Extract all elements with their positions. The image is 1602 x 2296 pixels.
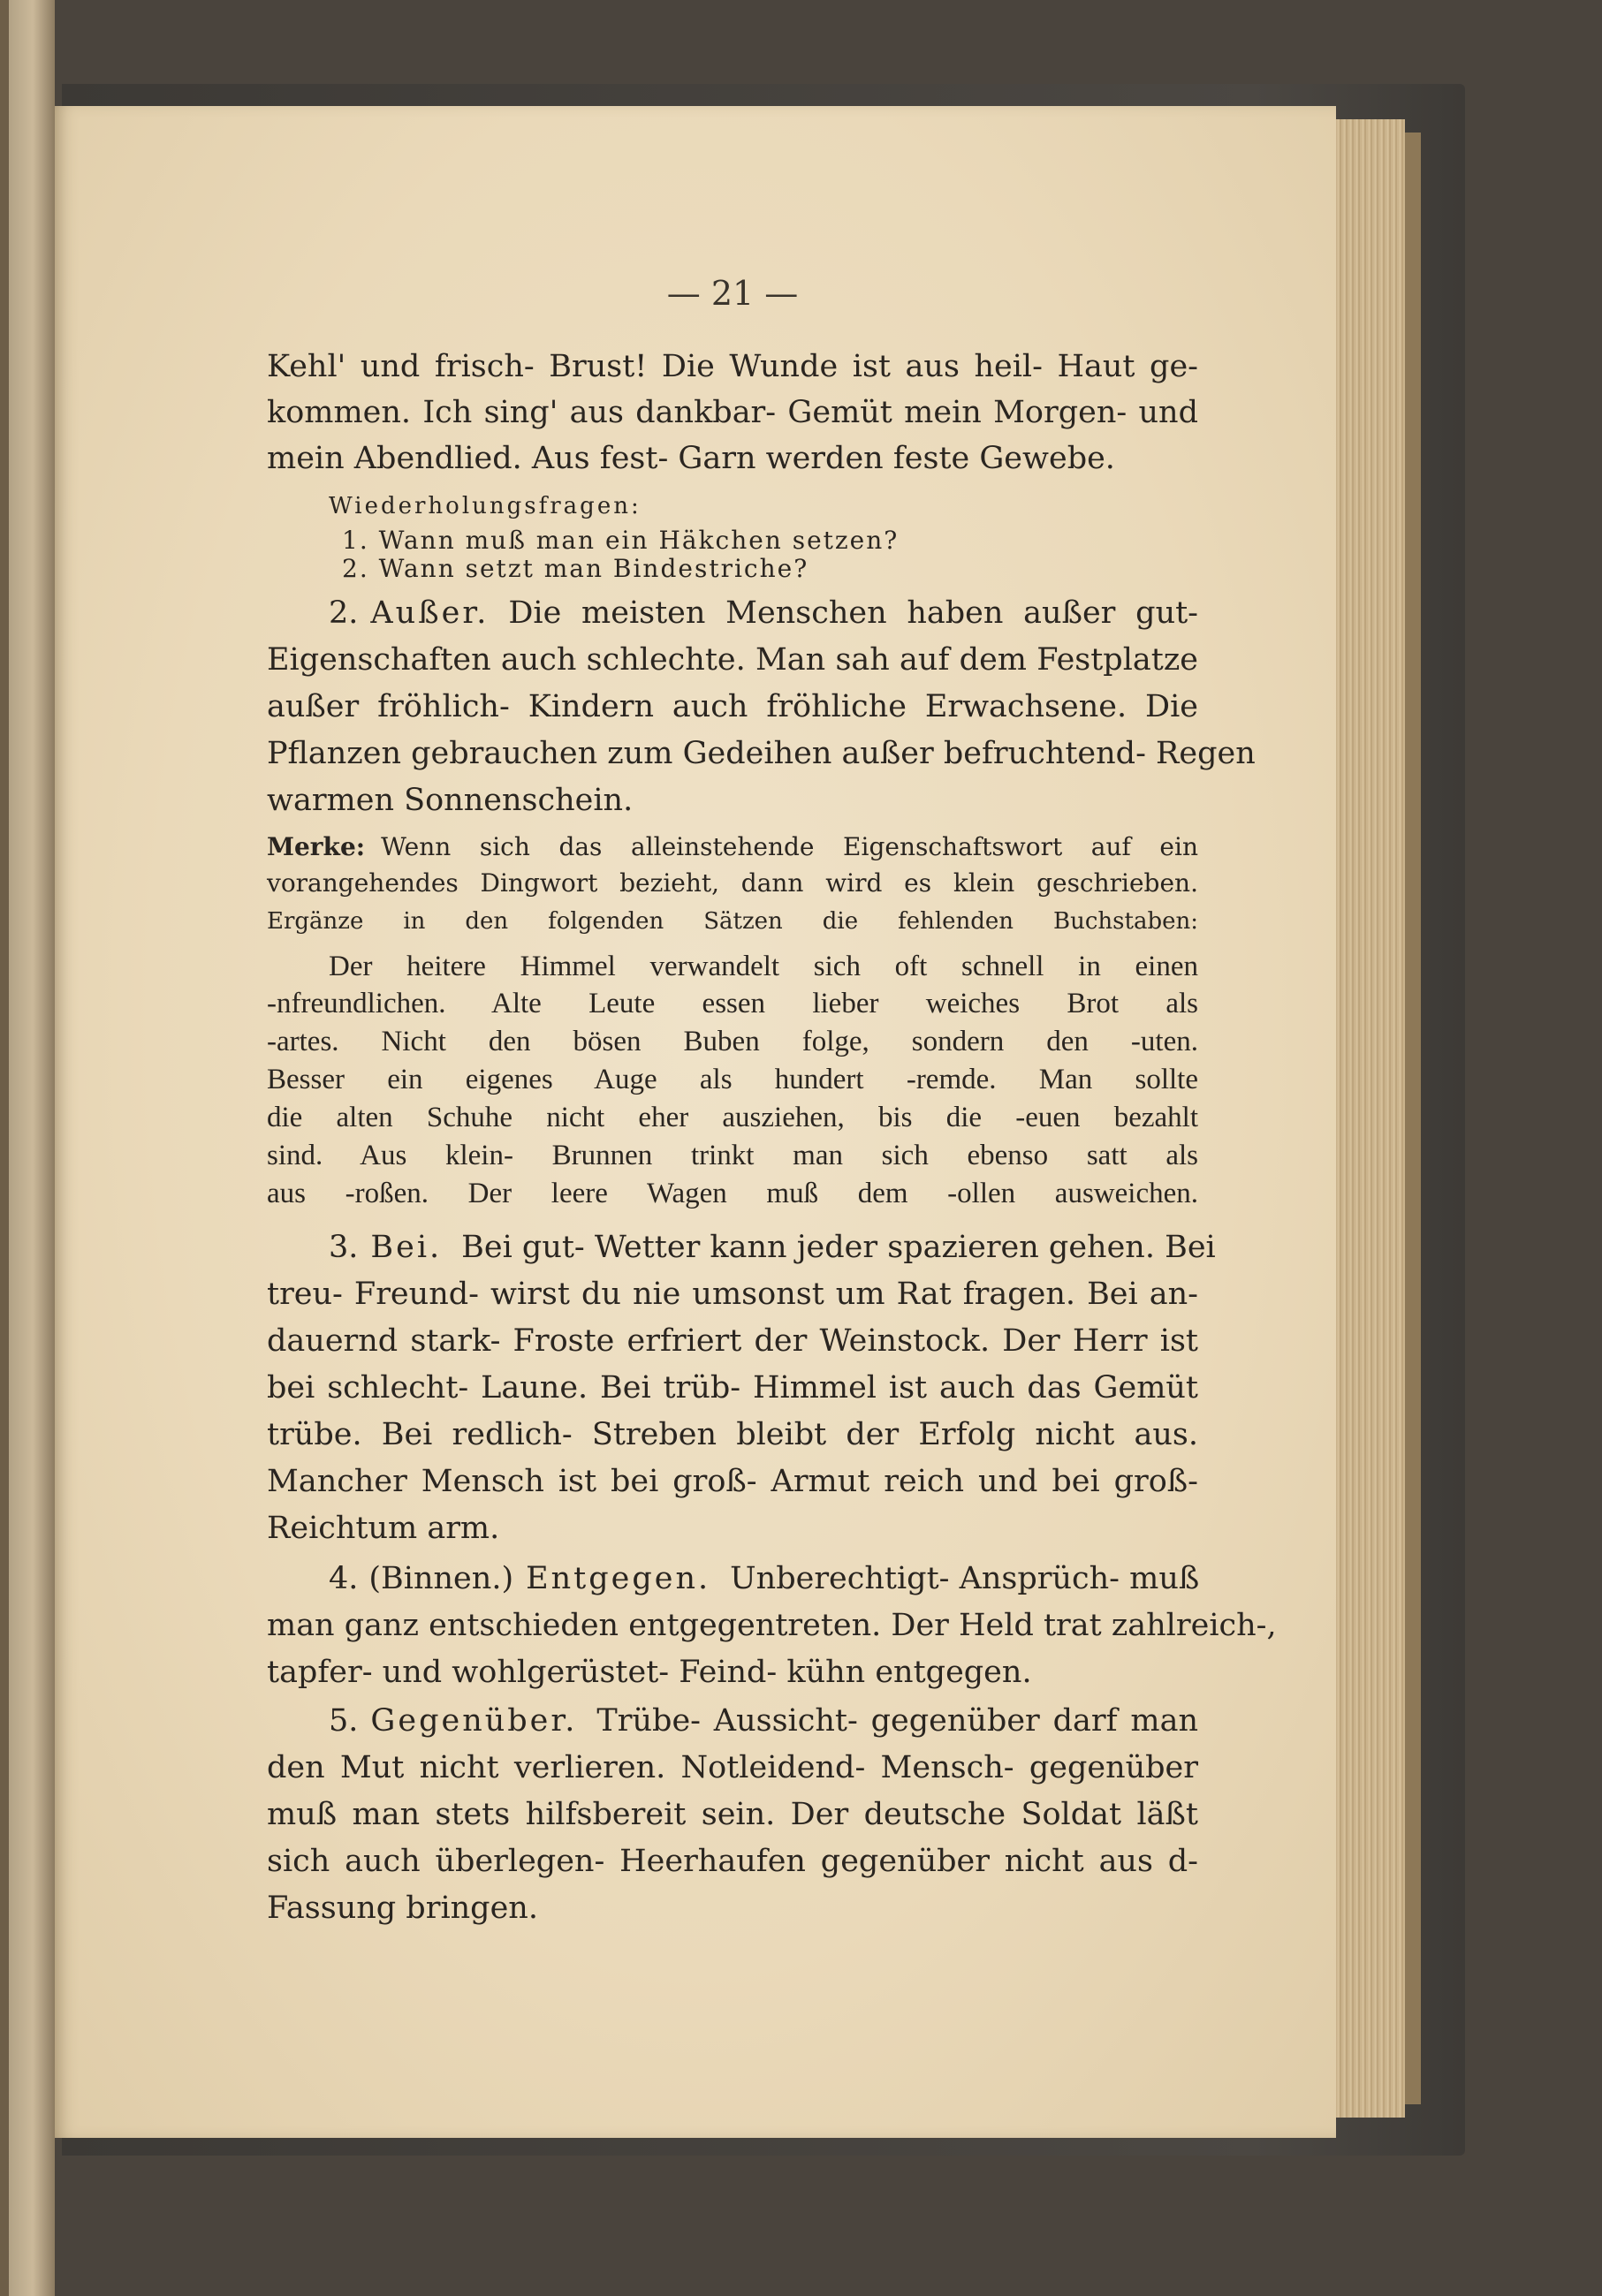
text-line: Bei gut- Wetter kann jeder spazieren gehen. Bei <box>461 1230 1216 1265</box>
text-line: mein Abendlied. Aus fest- Garn werden feste Gewebe. <box>267 441 1115 476</box>
text-line: treu- Freund- wirst du nie umsonst um Rat fragen. Bei an- <box>267 1277 1198 1312</box>
exercise-line: die alten Schuhe nicht eher ausziehen, bis die -euen bezahlt <box>267 1102 1198 1133</box>
instruction: Ergänze in den folgenden Sätzen die fehlenden Buchstaben: <box>267 908 1198 935</box>
exercise-line: aus -roßen. Der leere Wagen muß dem -ollen ausweichen. <box>267 1178 1198 1209</box>
section-2-word: Außer. <box>370 595 490 631</box>
text-line: Kehl' und frisch- Brust! Die Wunde ist aus heil- Haut ge- <box>267 349 1198 384</box>
book-page <box>55 106 1336 2138</box>
text-line: Unberechtigt- Ansprüch- muß <box>730 1561 1200 1596</box>
section-3-number: 3. <box>329 1230 359 1265</box>
section-3-word: Bei. <box>370 1230 443 1265</box>
text-line: Eigenschaften auch schlechte. Man sah auf dem Festplatze <box>267 642 1198 678</box>
page-stack-edge <box>1330 119 1405 2118</box>
text-line: Pflanzen gebrauchen zum Gedeihen außer befruchtend- Regen <box>267 736 1256 771</box>
note-label: Merke: <box>267 832 366 861</box>
text-line: dauernd stark- Froste erfriert der Weinstock. Der Herr ist <box>267 1323 1198 1359</box>
text-line: den Mut nicht verlieren. Notleidend- Mensch- gegenüber <box>267 1750 1198 1785</box>
section-4-paren: (Binnen.) <box>368 1561 514 1596</box>
text-line: Die meisten Menschen haben außer gut- <box>508 595 1198 631</box>
note-text: vorangehendes Dingwort bezieht, dann wird es klein geschrieben. <box>267 868 1198 898</box>
text-line: tapfer- und wohlgerüstet- Feind- kühn entgegen. <box>267 1655 1032 1690</box>
text-line: Fassung bringen. <box>267 1891 538 1926</box>
note-text: Wenn sich das alleinstehende Eigenschaftswort auf ein <box>381 832 1198 861</box>
text-line: Mancher Mensch ist bei groß- Armut reich und bei groß- <box>267 1464 1198 1499</box>
section-5-first-line <box>267 1703 1198 1739</box>
review-heading: Wiederholungsfragen: <box>329 493 642 519</box>
section-2-first-line <box>267 595 1198 631</box>
text-line: bei schlecht- Laune. Bei trüb- Himmel ist auch das Gemüt <box>267 1370 1198 1406</box>
page-stack-shadow <box>1405 133 1421 2104</box>
text-line: Trübe- Aussicht- gegenüber darf man <box>596 1703 1198 1739</box>
review-question: 1. Wann muß man ein Häkchen setzen? <box>342 526 900 555</box>
section-4-number: 4. <box>329 1561 359 1596</box>
left-page-shadow <box>0 0 9 2296</box>
text-line: muß man stets hilfsbereit sein. Der deutsche Soldat läßt <box>267 1797 1198 1832</box>
review-question: 2. Wann setzt man Bindestriche? <box>342 554 809 583</box>
section-3-first-line <box>267 1230 1216 1265</box>
section-2-number: 2. <box>329 595 359 631</box>
section-5-number: 5. <box>329 1703 359 1739</box>
text-line: außer fröhlich- Kindern auch fröhliche Erwachsene. Die <box>267 689 1198 724</box>
note-first-line <box>267 832 1198 861</box>
section-4-word: Entgegen. <box>526 1561 711 1596</box>
text-line: sich auch überlegen- Heerhaufen gegenüber nicht aus d- <box>267 1844 1198 1879</box>
exercise-line: Besser ein eigenes Auge als hundert -remde. Man sollte <box>267 1064 1198 1095</box>
exercise-line: -nfreundlichen. Alte Leute essen lieber weiches Brot als <box>267 988 1198 1019</box>
section-5-word: Gegenüber. <box>370 1703 578 1739</box>
text-line: man ganz entschieden entgegentreten. Der Held trat zahlreich-, <box>267 1608 1277 1643</box>
text-line: Reichtum arm. <box>267 1511 500 1546</box>
page-number: — 21 — <box>666 274 799 313</box>
text-line: trübe. Bei redlich- Streben bleibt der Erfolg nicht aus. <box>267 1417 1198 1452</box>
section-4-first-line <box>267 1561 1200 1596</box>
exercise-line: sind. Aus klein- Brunnen trinkt man sich ebenso satt als <box>267 1140 1198 1171</box>
text-line: kommen. Ich sing' aus dankbar- Gemüt mein Morgen- und <box>267 395 1198 430</box>
exercise-line: -artes. Nicht den bösen Buben folge, sondern den -uten. <box>267 1026 1198 1057</box>
text-line: warmen Sonnenschein. <box>267 783 634 818</box>
exercise-line: Der heitere Himmel verwandelt sich oft schnell in einen <box>329 951 1198 982</box>
